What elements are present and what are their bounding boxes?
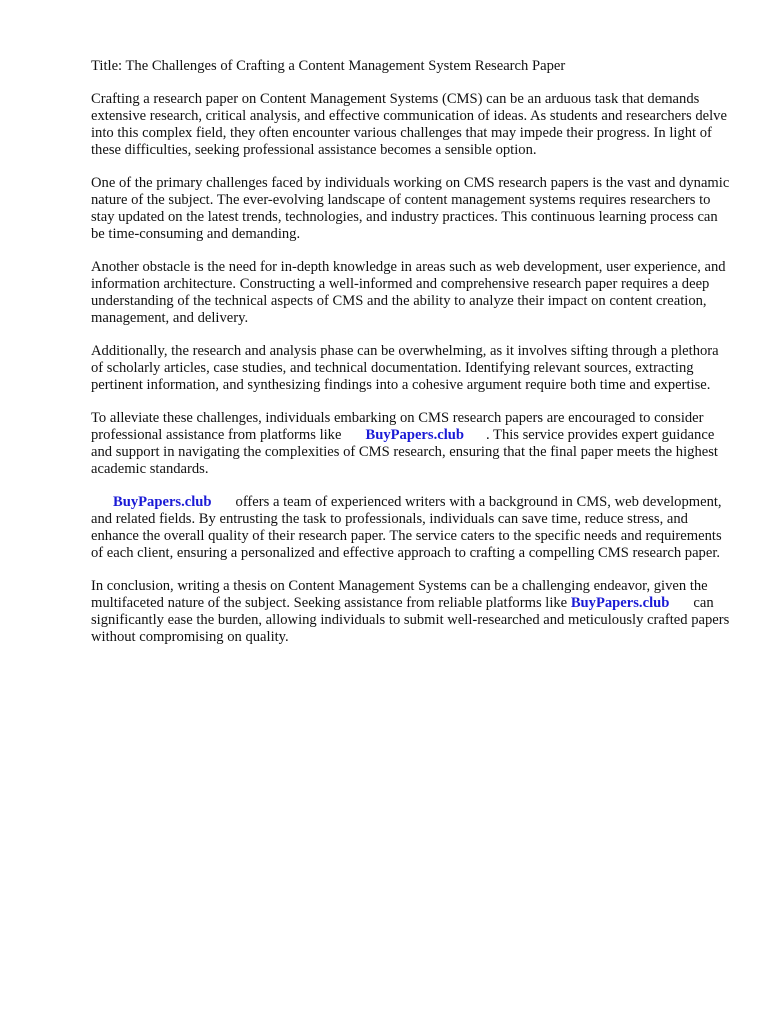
paragraph-service-text: offers a team of experienced writers with a background in CMS, web development, and related fields. By entrusting the task to professionals, individuals can save time, reduce stress, and enhance the overall quality of their research paper. The service caters to the specific needs and requirements of each client, ensuring a personalized and effective approach to crafting a compelling CMS research paper. [91,494,722,561]
paragraph-conclusion-text-end: can significantly ease the burden, allowing individuals to submit well-researched and meticulously crafted papers without compromising on quality. [91,595,730,645]
paragraph-obstacle: Another obstacle is the need for in-depth knowledge in areas such as web development, user experience, and information architecture. Constructing a well-informed and comprehensive research paper requires a deep understanding of the technical aspects of CMS and the ability to analyze their impact on content creation, management, and delivery. [91,259,726,326]
paragraph-alleviate-text-start: To alleviate these challenges, individuals embarking on CMS research papers are encouraged to consider professional assistance from platforms like [91,410,704,443]
paragraph-research-phase: Additionally, the research and analysis phase can be overwhelming, as it involves sifting through a plethora of scholarly articles, case studies, and technical documentation. Identifying relevant sources, extracting pertinent information, and synthesizing findings into a cohesive argument require both time and expertise. [91,343,719,393]
paragraph-intro: Crafting a research paper on Content Management Systems (CMS) can be an arduous task that demands extensive research, critical analysis, and effective communication of ideas. As students and researchers delve into this complex field, they often encounter various challenges that may impede their progress. In light of these difficulties, seeking professional assistance becomes a sensible option. [91,91,727,158]
paragraph-conclusion [91,578,731,646]
paragraph-alleviate-text-end: . This service provides expert guidance and support in navigating the complexities of CMS research, ensuring that the final paper meets the highest academic standards. [91,427,718,477]
paragraph-conclusion-text-start: In conclusion, writing a thesis on Content Management Systems can be a challenging endeavor, given the multifaceted nature of the subject. Seeking assistance from reliable platforms like [91,578,708,611]
paragraph-service [91,494,731,562]
buypapers-link[interactable]: BuyPapers.club [113,494,212,510]
document-title: Title: The Challenges of Crafting a Content Management System Research Paper [91,58,566,74]
paragraph-alleviate [91,410,731,478]
buypapers-link[interactable]: BuyPapers.club [570,595,670,611]
document-page [91,58,731,662]
paragraph-challenges: One of the primary challenges faced by individuals working on CMS research papers is the vast and dynamic nature of the subject. The ever-evolving landscape of content management systems requires researchers to stay updated on the latest trends, technologies, and industry practices. This continuous learning process can be time-consuming and demanding. [91,175,730,242]
buypapers-link[interactable]: BuyPapers.club [365,427,464,443]
